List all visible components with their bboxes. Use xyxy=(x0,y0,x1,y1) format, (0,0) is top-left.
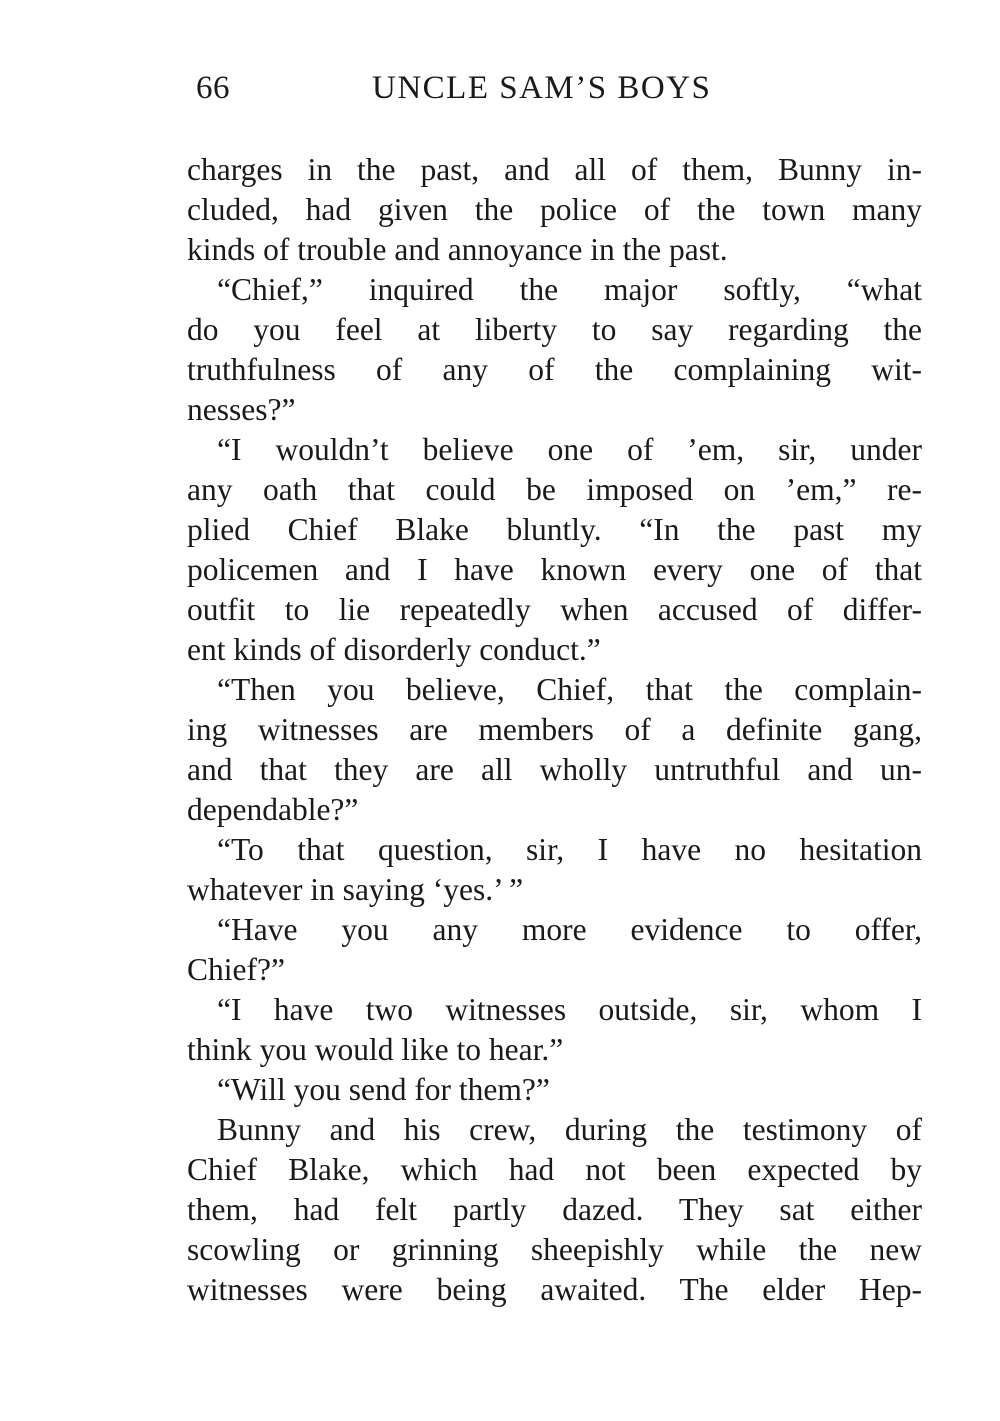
text-line: charges in the past, and all of them, Bunny in- xyxy=(187,152,922,187)
text-line: ent kinds of disorderly conduct.” xyxy=(187,632,601,667)
text-line: plied Chief Blake bluntly. “In the past my xyxy=(187,512,922,547)
text-line: outfit to lie repeatedly when accused of differ- xyxy=(187,592,922,627)
text-line: “I wouldn’t believe one of ’em, sir, under xyxy=(217,432,922,467)
running-header xyxy=(196,70,756,110)
text-line: think you would like to hear.” xyxy=(187,1032,564,1067)
text-line: dependable?” xyxy=(187,792,359,827)
text-line: kinds of trouble and annoyance in the past. xyxy=(187,232,728,267)
running-title: UNCLE SAM’S BOYS xyxy=(372,70,712,106)
text-line: scowling or grinning sheepishly while the new xyxy=(187,1232,922,1267)
text-line: any oath that could be imposed on ’em,” re- xyxy=(187,472,922,507)
text-line: “Chief,” inquired the major softly, “what xyxy=(217,272,922,307)
text-line: “To that question, sir, I have no hesitation xyxy=(217,832,922,867)
text-line: “Will you send for them?” xyxy=(217,1072,550,1107)
text-line: Bunny and his crew, during the testimony of xyxy=(217,1112,922,1147)
text-line: Chief Blake, which had not been expected by xyxy=(187,1152,922,1187)
text-line: Chief?” xyxy=(187,952,285,987)
text-line: “Then you believe, Chief, that the complain- xyxy=(217,672,922,707)
text-line: and that they are all wholly untruthful and un- xyxy=(187,752,922,787)
text-line: policemen and I have known every one of that xyxy=(187,552,922,587)
text-line: nesses?” xyxy=(187,392,296,427)
text-line: cluded, had given the police of the town many xyxy=(187,192,922,227)
text-line: “I have two witnesses outside, sir, whom I xyxy=(217,992,922,1027)
text-line: ing witnesses are members of a definite gang, xyxy=(187,712,922,747)
body-text xyxy=(187,150,922,1310)
text-line: do you feel at liberty to say regarding the xyxy=(187,312,922,347)
page-number: 66 xyxy=(196,70,230,106)
text-line: “Have you any more evidence to offer, xyxy=(217,912,922,947)
text-line: truthfulness of any of the complaining wit- xyxy=(187,352,922,387)
text-line: witnesses were being awaited. The elder Hep- xyxy=(187,1272,922,1307)
text-line: them, had felt partly dazed. They sat either xyxy=(187,1192,922,1227)
text-line: whatever in saying ‘yes.’ ” xyxy=(187,872,524,907)
